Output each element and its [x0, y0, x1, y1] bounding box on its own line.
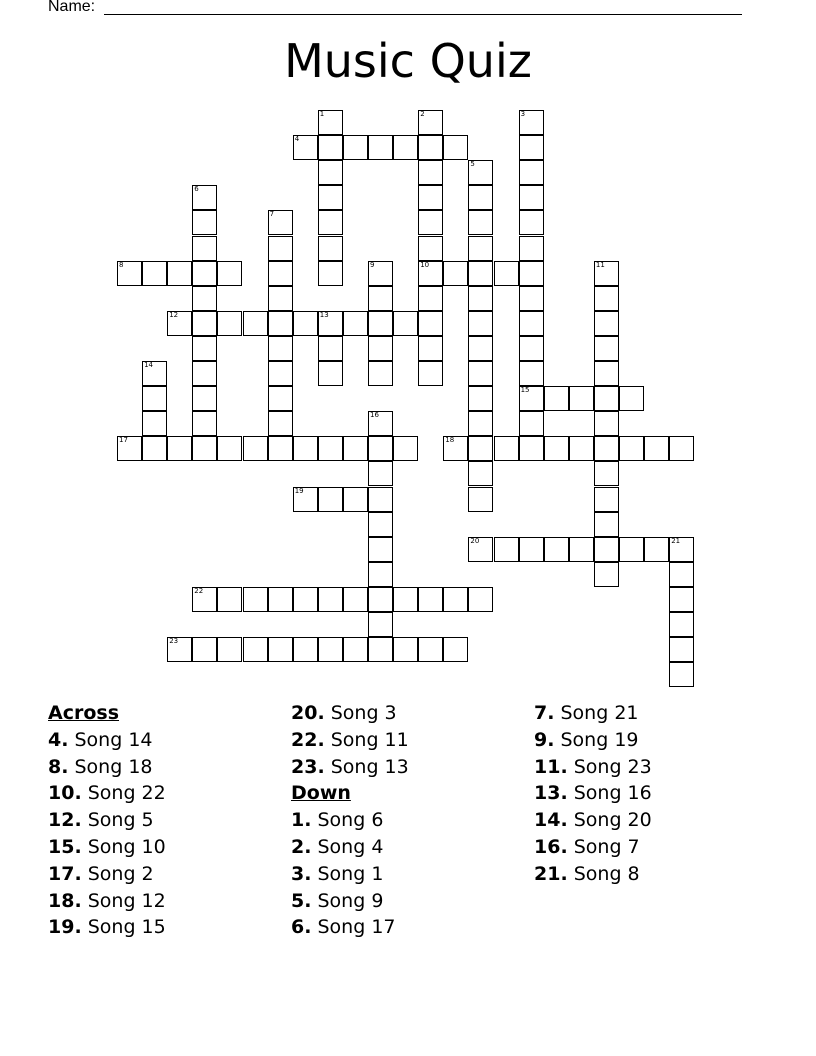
- grid-cell[interactable]: [468, 461, 493, 486]
- grid-cell[interactable]: [519, 210, 544, 235]
- grid-cell[interactable]: [393, 311, 418, 336]
- clue-text: Song 3: [330, 702, 397, 724]
- grid-cell[interactable]: [669, 436, 694, 461]
- grid-cell[interactable]: [468, 286, 493, 311]
- grid-cell[interactable]: [468, 210, 493, 235]
- clue-number: 9: [370, 260, 375, 269]
- clue-item: [48, 914, 166, 941]
- clue-number: 21.: [534, 862, 568, 885]
- grid-cell[interactable]: [418, 286, 443, 311]
- grid-cell[interactable]: [393, 135, 418, 160]
- grid-cell[interactable]: [569, 537, 594, 562]
- grid-cell[interactable]: [494, 537, 519, 562]
- grid-cell[interactable]: [368, 587, 393, 612]
- grid-cell[interactable]: [594, 512, 619, 537]
- clue-number: 20.: [291, 702, 325, 724]
- grid-cell[interactable]: [343, 487, 368, 512]
- grid-cell[interactable]: [669, 637, 694, 662]
- grid-cell[interactable]: [418, 587, 443, 612]
- clue-number: 3: [520, 110, 526, 118]
- clue-number: 2: [420, 110, 425, 118]
- grid-cell[interactable]: [142, 436, 167, 461]
- grid-cell[interactable]: [519, 311, 544, 336]
- clue-item: [48, 780, 166, 807]
- grid-cell[interactable]: [669, 612, 694, 637]
- grid-cell[interactable]: [669, 662, 694, 687]
- grid-cell[interactable]: [619, 436, 644, 461]
- grid-cell[interactable]: [268, 261, 293, 286]
- clue-text: Song 13: [330, 755, 409, 778]
- clue-text: Song 21: [560, 702, 639, 724]
- grid-cell[interactable]: [519, 185, 544, 210]
- clue-number: 1: [319, 110, 325, 118]
- grid-cell[interactable]: [468, 386, 493, 411]
- grid-cell[interactable]: [318, 311, 343, 336]
- grid-cell[interactable]: [167, 311, 192, 336]
- grid-cell[interactable]: [393, 436, 418, 461]
- grid-cell[interactable]: [669, 537, 694, 562]
- grid-cell[interactable]: [519, 236, 544, 261]
- grid-cell[interactable]: [494, 261, 519, 286]
- clue-text: Song 18: [74, 755, 153, 778]
- clue-item: [48, 754, 166, 781]
- grid-cell[interactable]: [318, 587, 343, 612]
- grid-cell[interactable]: [167, 637, 192, 662]
- grid-cell[interactable]: [644, 436, 669, 461]
- grid-cell[interactable]: [167, 436, 192, 461]
- clue-number: 17: [119, 436, 128, 445]
- clue-item: [291, 727, 409, 754]
- grid-cell[interactable]: [418, 361, 443, 386]
- grid-cell[interactable]: [217, 637, 242, 662]
- grid-cell[interactable]: [619, 537, 644, 562]
- grid-cell[interactable]: [368, 537, 393, 562]
- grid-cell[interactable]: [243, 587, 268, 612]
- grid-cell[interactable]: [468, 160, 493, 185]
- clue-number: 14: [144, 361, 154, 369]
- clue-item: [48, 888, 166, 915]
- grid-cell[interactable]: [594, 562, 619, 587]
- grid-cell[interactable]: [368, 135, 393, 160]
- grid-cell[interactable]: [519, 286, 544, 311]
- grid-cell[interactable]: [443, 587, 468, 612]
- across-heading: Across: [48, 702, 120, 724]
- clue-column-1: [48, 700, 166, 941]
- down-heading: Down: [291, 782, 351, 805]
- grid-cell[interactable]: [192, 587, 217, 612]
- clue-number: 18.: [48, 889, 82, 912]
- grid-cell[interactable]: [594, 436, 619, 461]
- grid-cell[interactable]: [594, 411, 619, 436]
- clue-text: Song 10: [87, 835, 166, 858]
- grid-cell[interactable]: [217, 311, 242, 336]
- grid-cell[interactable]: [243, 311, 268, 336]
- clue-text: Song 6: [317, 809, 384, 832]
- clue-number: 18: [445, 436, 455, 445]
- grid-cell[interactable]: [318, 110, 343, 135]
- clue-number: 4.: [48, 728, 69, 751]
- clue-text: Song 22: [87, 782, 166, 805]
- grid-cell[interactable]: [192, 386, 217, 411]
- clue-item: [48, 727, 166, 754]
- grid-cell[interactable]: [268, 411, 293, 436]
- clue-number: 8: [119, 260, 124, 269]
- grid-cell[interactable]: [468, 436, 493, 461]
- clue-number: 10.: [48, 782, 82, 805]
- grid-cell[interactable]: [192, 261, 217, 286]
- clue-item: [534, 700, 652, 727]
- grid-cell[interactable]: [268, 386, 293, 411]
- clue-item: [48, 834, 166, 861]
- grid-cell[interactable]: [192, 411, 217, 436]
- grid-cell[interactable]: [519, 110, 544, 135]
- grid-cell[interactable]: [418, 135, 443, 160]
- grid-cell[interactable]: [594, 537, 619, 562]
- grid-cell[interactable]: [669, 587, 694, 612]
- grid-cell[interactable]: [343, 311, 368, 336]
- clue-item: [534, 807, 652, 834]
- grid-cell[interactable]: [519, 135, 544, 160]
- grid-cell[interactable]: [268, 587, 293, 612]
- grid-cell[interactable]: [393, 587, 418, 612]
- clue-text: Song 12: [87, 889, 166, 912]
- clue-item: [48, 807, 166, 834]
- grid-cell[interactable]: [318, 236, 343, 261]
- grid-cell[interactable]: [443, 261, 468, 286]
- clue-text: Song 7: [573, 835, 640, 858]
- clue-text: Song 23: [573, 755, 652, 778]
- grid-cell[interactable]: [619, 386, 644, 411]
- grid-cell[interactable]: [368, 461, 393, 486]
- grid-cell[interactable]: [318, 185, 343, 210]
- clue-number: 23: [169, 637, 179, 646]
- grid-cell[interactable]: [594, 361, 619, 386]
- grid-cell[interactable]: [544, 386, 569, 411]
- grid-cell[interactable]: [418, 160, 443, 185]
- clue-number: 12: [169, 310, 179, 319]
- clue-text: Song 1: [317, 862, 384, 885]
- grid-cell[interactable]: [468, 361, 493, 386]
- grid-cell[interactable]: [519, 386, 544, 411]
- grid-cell[interactable]: [192, 436, 217, 461]
- grid-cell[interactable]: [142, 411, 167, 436]
- clue-number: 19.: [48, 916, 82, 939]
- clue-number: 6: [194, 185, 199, 194]
- clue-number: 15: [520, 386, 530, 395]
- grid-cell[interactable]: [117, 436, 142, 461]
- grid-cell[interactable]: [192, 210, 217, 235]
- grid-cell[interactable]: [368, 612, 393, 637]
- grid-cell[interactable]: [268, 637, 293, 662]
- clue-item: [291, 700, 409, 727]
- grid-cell[interactable]: [669, 562, 694, 587]
- grid-cell[interactable]: [544, 537, 569, 562]
- grid-cell[interactable]: [368, 311, 393, 336]
- clue-number: 14.: [534, 809, 568, 832]
- grid-cell[interactable]: [142, 386, 167, 411]
- grid-cell[interactable]: [368, 411, 393, 436]
- grid-cell[interactable]: [192, 236, 217, 261]
- grid-cell[interactable]: [519, 261, 544, 286]
- grid-cell[interactable]: [418, 311, 443, 336]
- clue-item: [48, 861, 166, 888]
- clue-item: [534, 780, 652, 807]
- clue-item: [291, 834, 409, 861]
- grid-cell[interactable]: [343, 637, 368, 662]
- clue-number: 6.: [291, 916, 312, 939]
- grid-cell[interactable]: [418, 261, 443, 286]
- clue-number: 7: [269, 210, 275, 219]
- clue-number: 19: [294, 486, 304, 495]
- clue-text: Song 2: [87, 862, 154, 885]
- grid-cell[interactable]: [519, 160, 544, 185]
- grid-cell[interactable]: [594, 461, 619, 486]
- grid-cell[interactable]: [318, 487, 343, 512]
- grid-cell[interactable]: [268, 311, 293, 336]
- grid-cell[interactable]: [268, 336, 293, 361]
- clue-text: Song 20: [573, 809, 652, 832]
- grid-cell[interactable]: [318, 210, 343, 235]
- grid-cell[interactable]: [192, 286, 217, 311]
- grid-cell[interactable]: [167, 261, 192, 286]
- grid-cell[interactable]: [594, 336, 619, 361]
- clue-number: 17.: [48, 862, 82, 885]
- clue-text: Song 17: [317, 916, 396, 939]
- grid-cell[interactable]: [468, 336, 493, 361]
- grid-cell[interactable]: [343, 436, 368, 461]
- clue-item: [291, 754, 409, 781]
- grid-cell[interactable]: [293, 436, 318, 461]
- clue-number: 16.: [534, 835, 568, 858]
- clue-item: [534, 834, 652, 861]
- grid-cell[interactable]: [368, 361, 393, 386]
- grid-cell[interactable]: [217, 436, 242, 461]
- grid-cell[interactable]: [418, 336, 443, 361]
- grid-cell[interactable]: [318, 261, 343, 286]
- grid-cell[interactable]: [594, 261, 619, 286]
- grid-cell[interactable]: [368, 562, 393, 587]
- grid-cell[interactable]: [343, 135, 368, 160]
- grid-cell[interactable]: [443, 637, 468, 662]
- clue-item: [291, 888, 409, 915]
- clue-number: 5: [470, 160, 475, 169]
- clue-text: Song 8: [573, 862, 640, 885]
- clue-text: Song 4: [317, 835, 384, 858]
- grid-cell[interactable]: [217, 587, 242, 612]
- grid-cell[interactable]: [192, 336, 217, 361]
- grid-cell[interactable]: [318, 135, 343, 160]
- clue-number: 20: [470, 536, 480, 545]
- clue-number: 8.: [48, 755, 69, 778]
- grid-cell[interactable]: [293, 135, 318, 160]
- clue-number: 9.: [534, 728, 555, 751]
- clue-item: [534, 727, 652, 754]
- clue-column-3: [534, 700, 652, 888]
- clue-number: 3.: [291, 862, 312, 885]
- grid-cell[interactable]: [519, 436, 544, 461]
- clue-number: 5.: [291, 889, 312, 912]
- clue-item: [291, 807, 409, 834]
- grid-cell[interactable]: [192, 361, 217, 386]
- grid-cell[interactable]: [268, 286, 293, 311]
- clue-item: [291, 861, 409, 888]
- clue-number: 10: [420, 260, 430, 269]
- grid-cell[interactable]: [468, 185, 493, 210]
- clue-number: 12.: [48, 809, 82, 832]
- grid-cell[interactable]: [418, 185, 443, 210]
- grid-cell[interactable]: [368, 261, 393, 286]
- grid-cell[interactable]: [569, 436, 594, 461]
- grid-cell[interactable]: [594, 286, 619, 311]
- clue-text: Song 19: [560, 728, 639, 751]
- grid-cell[interactable]: [368, 487, 393, 512]
- grid-cell[interactable]: [468, 311, 493, 336]
- clue-number: 23.: [291, 755, 325, 778]
- grid-cell[interactable]: [544, 436, 569, 461]
- grid-cell[interactable]: [192, 185, 217, 210]
- grid-cell[interactable]: [594, 311, 619, 336]
- grid-cell[interactable]: [443, 135, 468, 160]
- clue-text: Song 15: [87, 916, 166, 939]
- clue-number: 1.: [291, 809, 312, 832]
- grid-cell[interactable]: [293, 637, 318, 662]
- grid-cell[interactable]: [519, 336, 544, 361]
- grid-cell[interactable]: [468, 587, 493, 612]
- clue-number: 22: [194, 586, 204, 595]
- clue-number: 21: [671, 536, 681, 545]
- grid-cell[interactable]: [519, 361, 544, 386]
- grid-cell[interactable]: [293, 487, 318, 512]
- grid-cell[interactable]: [644, 537, 669, 562]
- grid-cell[interactable]: [318, 336, 343, 361]
- grid-cell[interactable]: [468, 411, 493, 436]
- clue-number: 15.: [48, 835, 82, 858]
- grid-cell[interactable]: [142, 261, 167, 286]
- grid-cell[interactable]: [293, 587, 318, 612]
- grid-cell[interactable]: [318, 436, 343, 461]
- grid-cell[interactable]: [468, 487, 493, 512]
- clue-number: 2.: [291, 835, 312, 858]
- grid-cell[interactable]: [468, 537, 493, 562]
- clue-text: Song 9: [317, 889, 384, 912]
- clue-text: Song 11: [330, 728, 409, 751]
- grid-cell[interactable]: [268, 361, 293, 386]
- grid-cell[interactable]: [318, 160, 343, 185]
- clue-number: 4: [294, 135, 300, 144]
- clue-number: 16: [370, 411, 379, 420]
- grid-cell[interactable]: [243, 637, 268, 662]
- grid-cell[interactable]: [368, 512, 393, 537]
- clue-text: Song 14: [74, 728, 153, 751]
- grid-cell[interactable]: [268, 436, 293, 461]
- grid-cell[interactable]: [569, 386, 594, 411]
- grid-cell[interactable]: [519, 537, 544, 562]
- clue-number: 22.: [291, 728, 325, 751]
- grid-cell[interactable]: [268, 210, 293, 235]
- grid-cell[interactable]: [318, 637, 343, 662]
- clue-text: Song 16: [573, 782, 652, 805]
- page-title: Music Quiz: [284, 34, 532, 88]
- grid-cell[interactable]: [393, 637, 418, 662]
- clue-text: Song 5: [87, 809, 154, 832]
- clue-number: 13: [319, 310, 329, 319]
- clue-item: [534, 754, 652, 781]
- grid-cell[interactable]: [368, 336, 393, 361]
- grid-cell[interactable]: [368, 286, 393, 311]
- grid-cell[interactable]: [343, 587, 368, 612]
- grid-cell[interactable]: [418, 210, 443, 235]
- grid-cell[interactable]: [192, 311, 217, 336]
- clue-number: 13.: [534, 782, 568, 805]
- grid-cell[interactable]: [519, 411, 544, 436]
- clue-item: [534, 861, 652, 888]
- grid-cell[interactable]: [192, 637, 217, 662]
- grid-cell[interactable]: [368, 637, 393, 662]
- grid-cell[interactable]: [418, 110, 443, 135]
- grid-cell[interactable]: [318, 361, 343, 386]
- grid-cell[interactable]: [268, 236, 293, 261]
- clue-number: 11: [595, 260, 605, 269]
- grid-cell[interactable]: [418, 236, 443, 261]
- clue-number: 7.: [534, 702, 555, 724]
- grid-cell[interactable]: [594, 386, 619, 411]
- grid-cell[interactable]: [594, 487, 619, 512]
- clue-number: 11.: [534, 755, 568, 778]
- clue-column-2: [291, 700, 409, 941]
- grid-cell[interactable]: [293, 311, 318, 336]
- grid-cell[interactable]: [468, 236, 493, 261]
- grid-cell[interactable]: [418, 637, 443, 662]
- grid-cell[interactable]: [243, 436, 268, 461]
- clue-item: [291, 914, 409, 941]
- grid-cell[interactable]: [117, 261, 142, 286]
- grid-cell[interactable]: [443, 436, 468, 461]
- grid-cell[interactable]: [368, 436, 393, 461]
- grid-cell[interactable]: [494, 436, 519, 461]
- grid-cell[interactable]: [142, 361, 167, 386]
- grid-cell[interactable]: [217, 261, 242, 286]
- grid-cell[interactable]: [468, 261, 493, 286]
- name-label: Name:: [48, 0, 96, 15]
